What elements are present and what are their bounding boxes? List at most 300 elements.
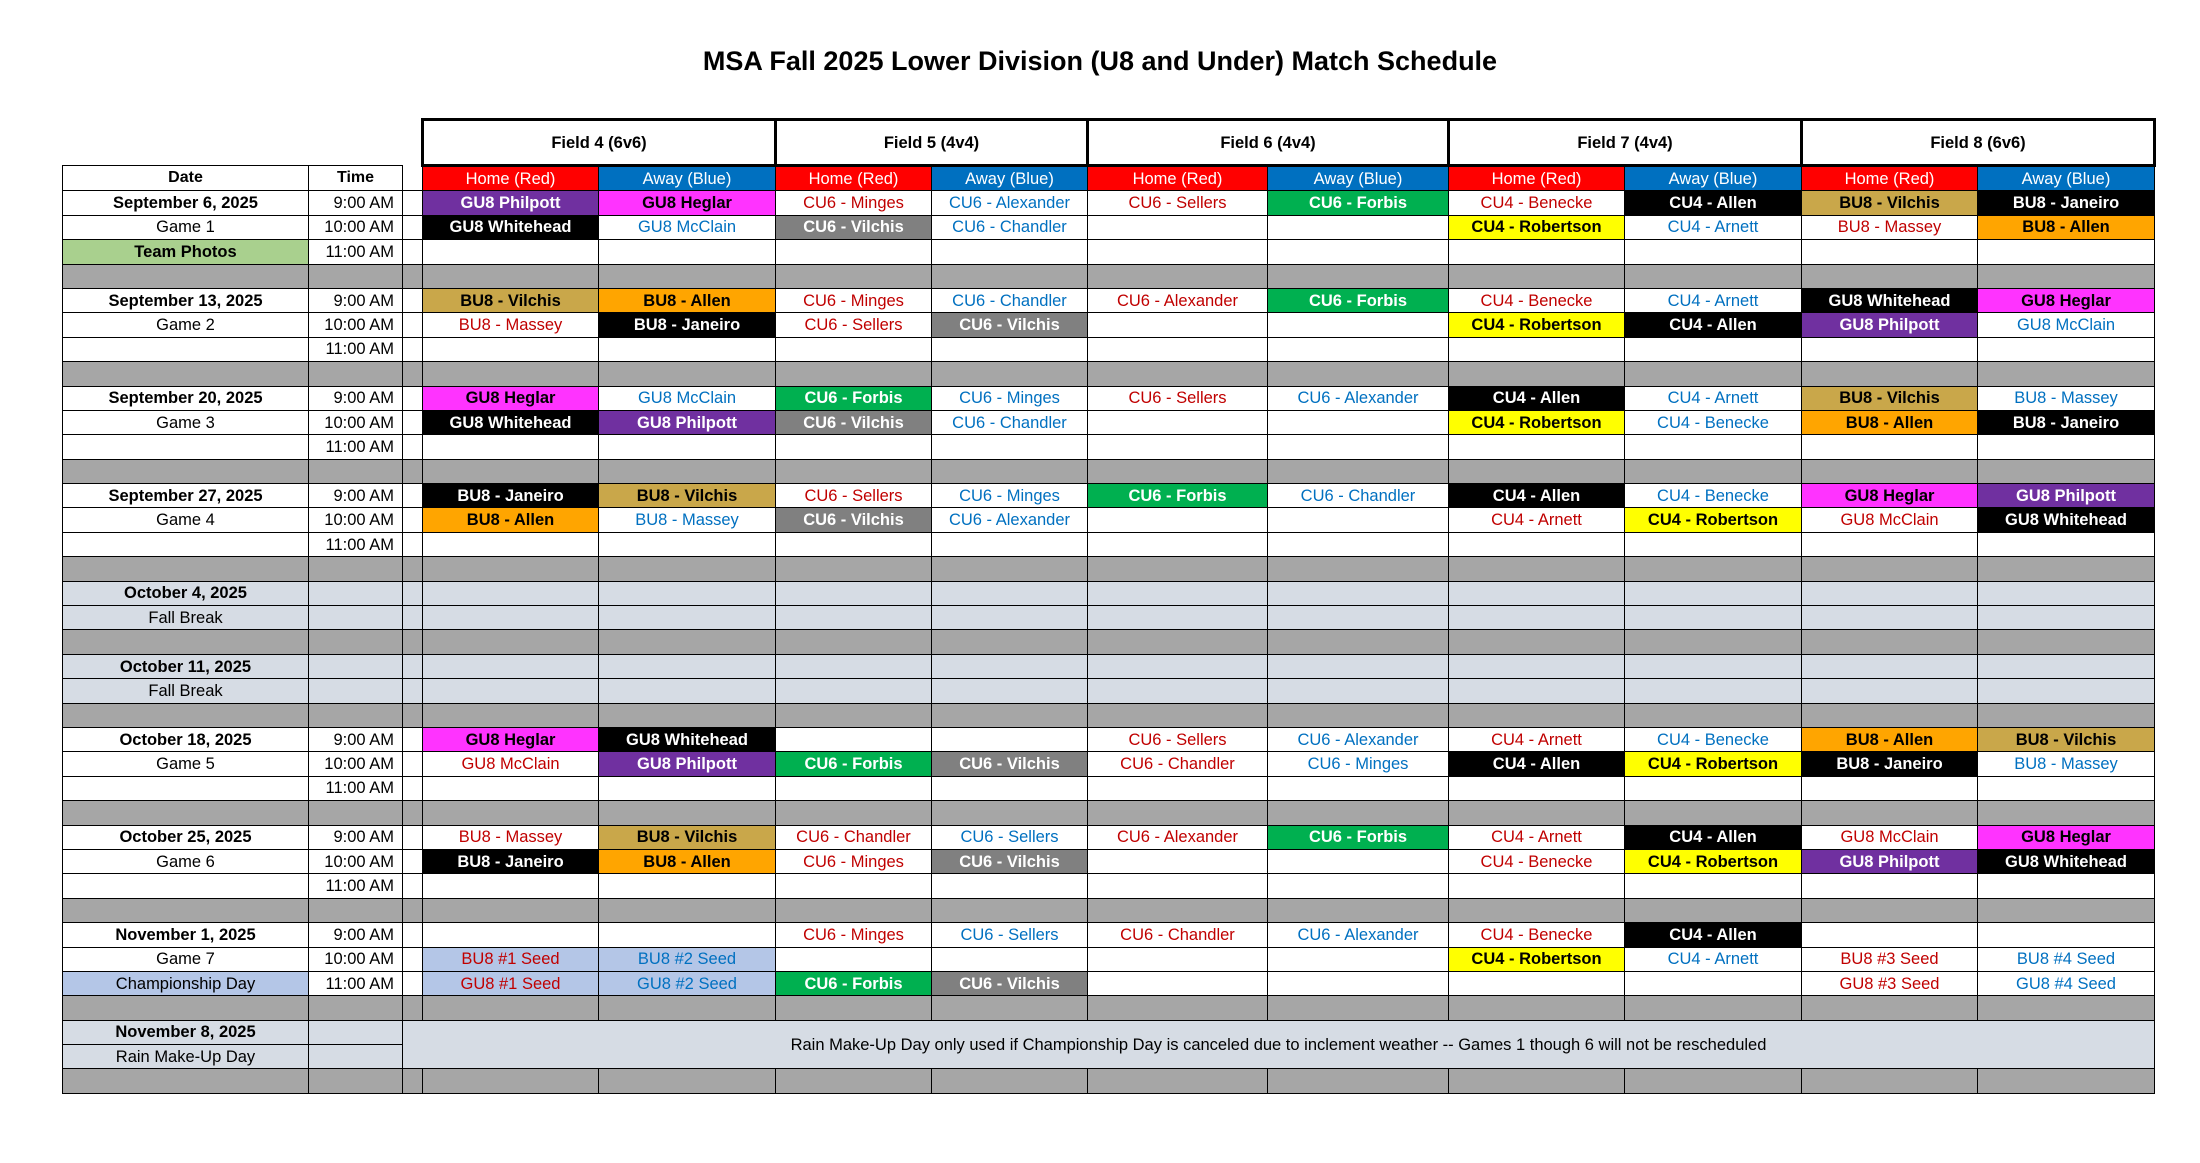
separator-cell xyxy=(1625,459,1802,483)
table-row xyxy=(63,1069,2155,1093)
separator-cell xyxy=(1449,557,1625,581)
separator-cell xyxy=(1625,630,1802,654)
table-row xyxy=(63,288,2155,312)
separator-cell xyxy=(309,264,403,288)
break-cell xyxy=(1088,606,1268,630)
separator-cell xyxy=(776,898,932,922)
spacer-cell xyxy=(403,313,423,337)
separator-cell xyxy=(776,459,932,483)
home-team xyxy=(1088,215,1268,239)
home-team: CU6 - Forbis xyxy=(776,752,932,776)
home-team xyxy=(1088,849,1268,873)
home-team: BU8 - Vilchis xyxy=(423,288,599,312)
away-team xyxy=(599,532,776,556)
separator-cell xyxy=(403,898,423,922)
separator-cell xyxy=(1978,1069,2155,1093)
separator-cell xyxy=(423,801,599,825)
field-header: Field 5 (4v4) xyxy=(776,120,1088,166)
break-cell xyxy=(1978,654,2155,678)
break-cell xyxy=(599,654,776,678)
date-cell: October 18, 2025 xyxy=(63,727,309,751)
separator-cell xyxy=(1625,264,1802,288)
away-team: CU4 - Robertson xyxy=(1625,508,1802,532)
date-cell: Rain Make-Up Day xyxy=(63,1045,309,1069)
separator-cell xyxy=(1449,459,1625,483)
break-cell xyxy=(599,581,776,605)
spacer-cell xyxy=(403,288,423,312)
date-cell: Fall Break xyxy=(63,679,309,703)
home-team: BU8 - Massey xyxy=(1802,215,1978,239)
separator-cell xyxy=(309,996,403,1020)
date-cell: September 27, 2025 xyxy=(63,484,309,508)
home-team: CU4 - Arnett xyxy=(1449,825,1625,849)
home-team: CU4 - Robertson xyxy=(1449,947,1625,971)
separator-cell xyxy=(1449,703,1625,727)
home-team: CU6 - Minges xyxy=(776,288,932,312)
home-team xyxy=(776,776,932,800)
separator-cell xyxy=(932,996,1088,1020)
away-team xyxy=(1625,337,1802,361)
separator-cell xyxy=(1625,1069,1802,1093)
home-team: BU8 - Allen xyxy=(423,508,599,532)
home-team: BU8 - Allen xyxy=(1802,410,1978,434)
separator-cell xyxy=(932,557,1088,581)
away-team: BU8 - Vilchis xyxy=(1978,727,2155,751)
home-team: CU6 - Vilchis xyxy=(776,508,932,532)
separator-cell xyxy=(599,557,776,581)
away-team xyxy=(599,923,776,947)
break-cell xyxy=(1802,606,1978,630)
separator-cell xyxy=(1625,557,1802,581)
home-team xyxy=(1088,337,1268,361)
break-cell xyxy=(309,654,403,678)
separator-cell xyxy=(1088,898,1268,922)
separator-cell xyxy=(1449,1069,1625,1093)
time-cell: 9:00 AM xyxy=(309,288,403,312)
home-team: GU8 Whitehead xyxy=(1802,288,1978,312)
away-team: BU8 - Janeiro xyxy=(1978,410,2155,434)
date-cell: Game 5 xyxy=(63,752,309,776)
separator-cell xyxy=(63,996,309,1020)
date-cell: Game 6 xyxy=(63,849,309,873)
time-cell: 9:00 AM xyxy=(309,727,403,751)
home-team xyxy=(776,874,932,898)
separator-cell xyxy=(309,459,403,483)
away-team: CU6 - Alexander xyxy=(932,191,1088,215)
table-row xyxy=(63,313,2155,337)
separator-cell xyxy=(423,996,599,1020)
away-team: GU8 Philpott xyxy=(1978,484,2155,508)
away-header: Away (Blue) xyxy=(1268,166,1449,191)
break-cell xyxy=(1088,679,1268,703)
away-team: CU4 - Arnett xyxy=(1625,288,1802,312)
away-team xyxy=(932,727,1088,751)
separator-cell xyxy=(423,362,599,386)
break-cell xyxy=(599,606,776,630)
away-team xyxy=(1268,849,1449,873)
table-row xyxy=(63,459,2155,483)
break-cell xyxy=(932,654,1088,678)
spacer-cell xyxy=(403,825,423,849)
home-team: CU4 - Benecke xyxy=(1449,288,1625,312)
away-team: GU8 Whitehead xyxy=(599,727,776,751)
separator-cell xyxy=(1449,264,1625,288)
home-team xyxy=(1449,337,1625,361)
home-team: CU6 - Sellers xyxy=(776,484,932,508)
away-team: BU8 - Vilchis xyxy=(599,484,776,508)
home-team: CU6 - Minges xyxy=(776,923,932,947)
home-team: CU6 - Minges xyxy=(776,849,932,873)
home-team: CU6 - Vilchis xyxy=(776,215,932,239)
time-cell xyxy=(309,1045,403,1069)
table-row xyxy=(63,410,2155,434)
date-cell: Fall Break xyxy=(63,606,309,630)
away-team xyxy=(1978,240,2155,264)
table-row xyxy=(63,386,2155,410)
table-row xyxy=(63,849,2155,873)
break-cell xyxy=(403,606,423,630)
separator-cell xyxy=(1978,459,2155,483)
separator-cell xyxy=(599,1069,776,1093)
away-team: CU6 - Vilchis xyxy=(932,849,1088,873)
separator-cell xyxy=(1978,703,2155,727)
break-cell xyxy=(1978,679,2155,703)
break-cell xyxy=(1088,654,1268,678)
separator-cell xyxy=(1268,801,1449,825)
separator-cell xyxy=(63,1069,309,1093)
separator-cell xyxy=(63,801,309,825)
date-cell: September 6, 2025 xyxy=(63,191,309,215)
break-cell xyxy=(776,581,932,605)
away-team: BU8 - Allen xyxy=(599,288,776,312)
spacer-cell xyxy=(403,532,423,556)
separator-cell xyxy=(599,630,776,654)
break-cell xyxy=(1625,606,1802,630)
away-team: GU8 Whitehead xyxy=(1978,508,2155,532)
home-team: GU8 Heglar xyxy=(423,386,599,410)
home-team: GU8 Philpott xyxy=(1802,849,1978,873)
separator-cell xyxy=(599,801,776,825)
separator-cell xyxy=(932,898,1088,922)
home-team: BU8 - Janeiro xyxy=(1802,752,1978,776)
table-row xyxy=(63,703,2155,727)
home-team xyxy=(423,923,599,947)
away-team: BU8 - Vilchis xyxy=(599,825,776,849)
home-team: BU8 - Vilchis xyxy=(1802,191,1978,215)
time-cell: 11:00 AM xyxy=(309,337,403,361)
separator-cell xyxy=(1978,801,2155,825)
away-team xyxy=(1268,947,1449,971)
spacer-cell xyxy=(403,923,423,947)
break-cell xyxy=(932,581,1088,605)
home-team: CU4 - Arnett xyxy=(1449,508,1625,532)
table-row xyxy=(63,654,2155,678)
separator-cell xyxy=(423,703,599,727)
away-team: CU4 - Arnett xyxy=(1625,386,1802,410)
away-team xyxy=(1625,971,1802,995)
break-cell xyxy=(1802,581,1978,605)
table-row xyxy=(63,581,2155,605)
separator-cell xyxy=(599,996,776,1020)
away-team: CU4 - Arnett xyxy=(1625,947,1802,971)
break-cell xyxy=(403,581,423,605)
home-team: CU4 - Benecke xyxy=(1449,191,1625,215)
away-team: CU6 - Vilchis xyxy=(932,752,1088,776)
break-cell xyxy=(1625,654,1802,678)
separator-cell xyxy=(932,459,1088,483)
spacer-cell xyxy=(403,776,423,800)
time-cell: 10:00 AM xyxy=(309,752,403,776)
away-team: GU8 Heglar xyxy=(1978,825,2155,849)
date-cell xyxy=(63,776,309,800)
date-cell: Game 2 xyxy=(63,313,309,337)
away-team: CU4 - Benecke xyxy=(1625,410,1802,434)
away-team xyxy=(932,874,1088,898)
away-team: GU8 #4 Seed xyxy=(1978,971,2155,995)
home-team: BU8 - Janeiro xyxy=(423,484,599,508)
away-team xyxy=(1625,776,1802,800)
time-cell: 11:00 AM xyxy=(309,776,403,800)
home-team: CU6 - Alexander xyxy=(1088,288,1268,312)
break-cell xyxy=(776,654,932,678)
home-team: CU6 - Sellers xyxy=(776,313,932,337)
separator-cell xyxy=(1978,630,2155,654)
date-cell: September 13, 2025 xyxy=(63,288,309,312)
separator-cell xyxy=(1625,898,1802,922)
date-cell: Game 1 xyxy=(63,215,309,239)
spacer-cell xyxy=(403,337,423,361)
time-cell: 10:00 AM xyxy=(309,947,403,971)
away-team xyxy=(599,874,776,898)
break-cell xyxy=(1268,679,1449,703)
home-team: BU8 - Allen xyxy=(1802,727,1978,751)
break-cell xyxy=(1088,581,1268,605)
away-header: Away (Blue) xyxy=(1625,166,1802,191)
separator-cell xyxy=(403,630,423,654)
date-cell: October 11, 2025 xyxy=(63,654,309,678)
table-row xyxy=(63,752,2155,776)
away-team: CU4 - Robertson xyxy=(1625,752,1802,776)
away-team xyxy=(1978,435,2155,459)
away-team: GU8 #2 Seed xyxy=(599,971,776,995)
away-team: GU8 Heglar xyxy=(599,191,776,215)
away-team xyxy=(1268,874,1449,898)
table-row xyxy=(63,776,2155,800)
home-team: CU6 - Minges xyxy=(776,191,932,215)
away-team xyxy=(1978,337,2155,361)
separator-cell xyxy=(1802,630,1978,654)
away-team: GU8 Philpott xyxy=(599,410,776,434)
home-team: CU6 - Forbis xyxy=(1088,484,1268,508)
time-cell: 11:00 AM xyxy=(309,435,403,459)
separator-cell xyxy=(599,459,776,483)
away-team: GU8 Heglar xyxy=(1978,288,2155,312)
home-team: CU4 - Allen xyxy=(1449,484,1625,508)
separator-cell xyxy=(932,1069,1088,1093)
separator-cell xyxy=(309,898,403,922)
away-team xyxy=(1268,532,1449,556)
separator-cell xyxy=(423,630,599,654)
away-team xyxy=(1268,410,1449,434)
spacer-cell xyxy=(403,947,423,971)
home-team xyxy=(423,337,599,361)
spacer-cell xyxy=(403,727,423,751)
table-row xyxy=(63,1020,2155,1044)
separator-cell xyxy=(309,557,403,581)
spacer-cell xyxy=(403,215,423,239)
home-team: CU6 - Chandler xyxy=(1088,923,1268,947)
away-team xyxy=(1625,874,1802,898)
separator-cell xyxy=(1268,898,1449,922)
separator-cell xyxy=(1449,630,1625,654)
separator-cell xyxy=(1449,362,1625,386)
home-header: Home (Red) xyxy=(1449,166,1625,191)
separator-cell xyxy=(776,264,932,288)
home-team: CU6 - Chandler xyxy=(776,825,932,849)
separator-cell xyxy=(1802,703,1978,727)
separator-cell xyxy=(423,557,599,581)
separator-cell xyxy=(309,1069,403,1093)
separator-cell xyxy=(1088,630,1268,654)
break-cell xyxy=(309,679,403,703)
home-team xyxy=(1088,313,1268,337)
break-cell xyxy=(1802,679,1978,703)
separator-cell xyxy=(1088,264,1268,288)
break-cell xyxy=(309,606,403,630)
separator-cell xyxy=(1802,264,1978,288)
separator-cell xyxy=(1978,362,2155,386)
separator-cell xyxy=(1978,996,2155,1020)
table-row xyxy=(63,532,2155,556)
separator-cell xyxy=(932,264,1088,288)
break-cell xyxy=(776,606,932,630)
home-team: GU8 McClain xyxy=(423,752,599,776)
break-cell xyxy=(1625,581,1802,605)
separator-cell xyxy=(403,996,423,1020)
separator-cell xyxy=(403,362,423,386)
spacer-cell xyxy=(403,435,423,459)
home-team: CU6 - Sellers xyxy=(1088,727,1268,751)
away-team: BU8 #2 Seed xyxy=(599,947,776,971)
separator-cell xyxy=(599,362,776,386)
separator-cell xyxy=(776,703,932,727)
separator-cell xyxy=(1088,801,1268,825)
table-row xyxy=(63,435,2155,459)
separator-cell xyxy=(776,630,932,654)
table-row xyxy=(63,264,2155,288)
away-team: GU8 McClain xyxy=(599,386,776,410)
table-row xyxy=(63,923,2155,947)
date-cell: Championship Day xyxy=(63,971,309,995)
time-header: Time xyxy=(309,166,403,191)
home-team xyxy=(1088,410,1268,434)
separator-cell xyxy=(1978,898,2155,922)
break-cell xyxy=(403,654,423,678)
schedule-table xyxy=(62,118,2156,1094)
time-cell: 9:00 AM xyxy=(309,923,403,947)
separator-cell xyxy=(776,1069,932,1093)
separator-cell xyxy=(423,264,599,288)
separator-cell xyxy=(1978,557,2155,581)
separator-cell xyxy=(932,362,1088,386)
separator-cell xyxy=(63,362,309,386)
time-cell: 9:00 AM xyxy=(309,825,403,849)
away-team xyxy=(599,776,776,800)
away-team xyxy=(1625,240,1802,264)
break-cell xyxy=(1449,654,1625,678)
away-team: CU6 - Alexander xyxy=(1268,386,1449,410)
break-cell xyxy=(1268,581,1449,605)
page-title: MSA Fall 2025 Lower Division (U8 and Under) Match Schedule xyxy=(702,46,1498,76)
time-cell: 9:00 AM xyxy=(309,191,403,215)
break-cell xyxy=(1449,606,1625,630)
break-cell xyxy=(1978,581,2155,605)
separator-cell xyxy=(1625,801,1802,825)
time-cell: 11:00 AM xyxy=(309,874,403,898)
away-team xyxy=(932,776,1088,800)
date-header: Date xyxy=(63,166,309,191)
away-header: Away (Blue) xyxy=(1978,166,2155,191)
away-team xyxy=(1978,776,2155,800)
separator-cell xyxy=(599,703,776,727)
date-cell: November 8, 2025 xyxy=(63,1020,309,1044)
separator-cell xyxy=(309,703,403,727)
separator-cell xyxy=(1268,630,1449,654)
table-row xyxy=(63,630,2155,654)
away-team: CU6 - Alexander xyxy=(932,508,1088,532)
spacer-cell xyxy=(403,386,423,410)
separator-cell xyxy=(63,703,309,727)
separator-cell xyxy=(932,801,1088,825)
separator-cell xyxy=(599,264,776,288)
away-team: CU6 - Forbis xyxy=(1268,191,1449,215)
away-team: CU4 - Allen xyxy=(1625,191,1802,215)
break-cell xyxy=(776,679,932,703)
table-row xyxy=(63,947,2155,971)
home-team: CU4 - Benecke xyxy=(1449,849,1625,873)
away-team: BU8 - Massey xyxy=(1978,752,2155,776)
home-team xyxy=(776,727,932,751)
away-team xyxy=(1978,923,2155,947)
home-team: BU8 #1 Seed xyxy=(423,947,599,971)
home-header: Home (Red) xyxy=(1088,166,1268,191)
separator-cell xyxy=(1625,996,1802,1020)
away-team: CU6 - Sellers xyxy=(932,825,1088,849)
separator-cell xyxy=(309,362,403,386)
away-team xyxy=(1268,971,1449,995)
separator-cell xyxy=(1625,703,1802,727)
separator-cell xyxy=(1802,1069,1978,1093)
away-team: GU8 Philpott xyxy=(599,752,776,776)
home-team: GU8 Philpott xyxy=(423,191,599,215)
time-cell: 10:00 AM xyxy=(309,849,403,873)
home-team: GU8 McClain xyxy=(1802,508,1978,532)
separator-cell xyxy=(1088,996,1268,1020)
away-team: CU4 - Allen xyxy=(1625,923,1802,947)
away-team xyxy=(1268,435,1449,459)
spacer-cell xyxy=(403,410,423,434)
home-team: BU8 - Vilchis xyxy=(1802,386,1978,410)
separator-cell xyxy=(403,264,423,288)
table-row xyxy=(63,898,2155,922)
home-team xyxy=(1802,240,1978,264)
break-cell xyxy=(403,679,423,703)
time-cell: 10:00 AM xyxy=(309,215,403,239)
home-team: CU6 - Forbis xyxy=(776,386,932,410)
spacer-cell xyxy=(403,971,423,995)
break-cell xyxy=(932,606,1088,630)
home-team xyxy=(1449,776,1625,800)
